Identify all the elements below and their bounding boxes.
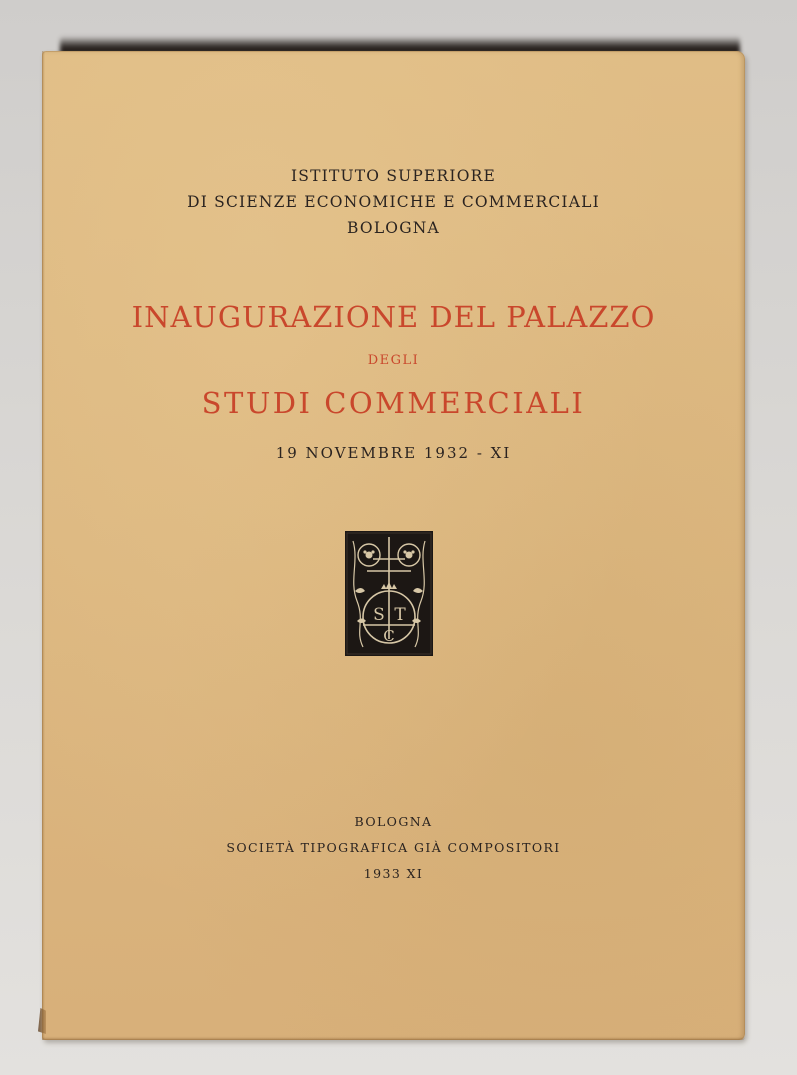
svg-text:S: S: [373, 605, 385, 625]
imprint-city: BOLOGNA: [354, 814, 433, 829]
svg-text:C: C: [383, 627, 395, 645]
corner-tear: [38, 1008, 46, 1034]
institution-line-3: BOLOGNA: [347, 219, 440, 237]
institution-line-1: ISTITUTO SUPERIORE: [290, 167, 497, 185]
institution-line-2: DI SCIENZE ECONOMICHE E COMMERCIALI: [187, 193, 600, 211]
title-main: INAUGURAZIONE DEL PALAZZO: [131, 300, 656, 334]
printer-mark-emblem-icon: [345, 531, 433, 656]
event-date: 19 NOVEMBRE 1932 - XI: [275, 444, 512, 462]
book-cover: [42, 51, 745, 1040]
title-sub: STUDI COMMERCIALI: [201, 386, 586, 420]
imprint-publisher: SOCIETÀ TIPOGRAFICA GIÀ COMPOSITORI: [226, 840, 561, 855]
bottom-edge: [42, 1037, 745, 1040]
imprint: [42, 809, 745, 887]
title-connector: DEGLI: [367, 353, 420, 368]
svg-text:T: T: [394, 605, 406, 625]
institution-heading: [42, 163, 745, 241]
imprint-year: 1933 XI: [363, 866, 424, 881]
